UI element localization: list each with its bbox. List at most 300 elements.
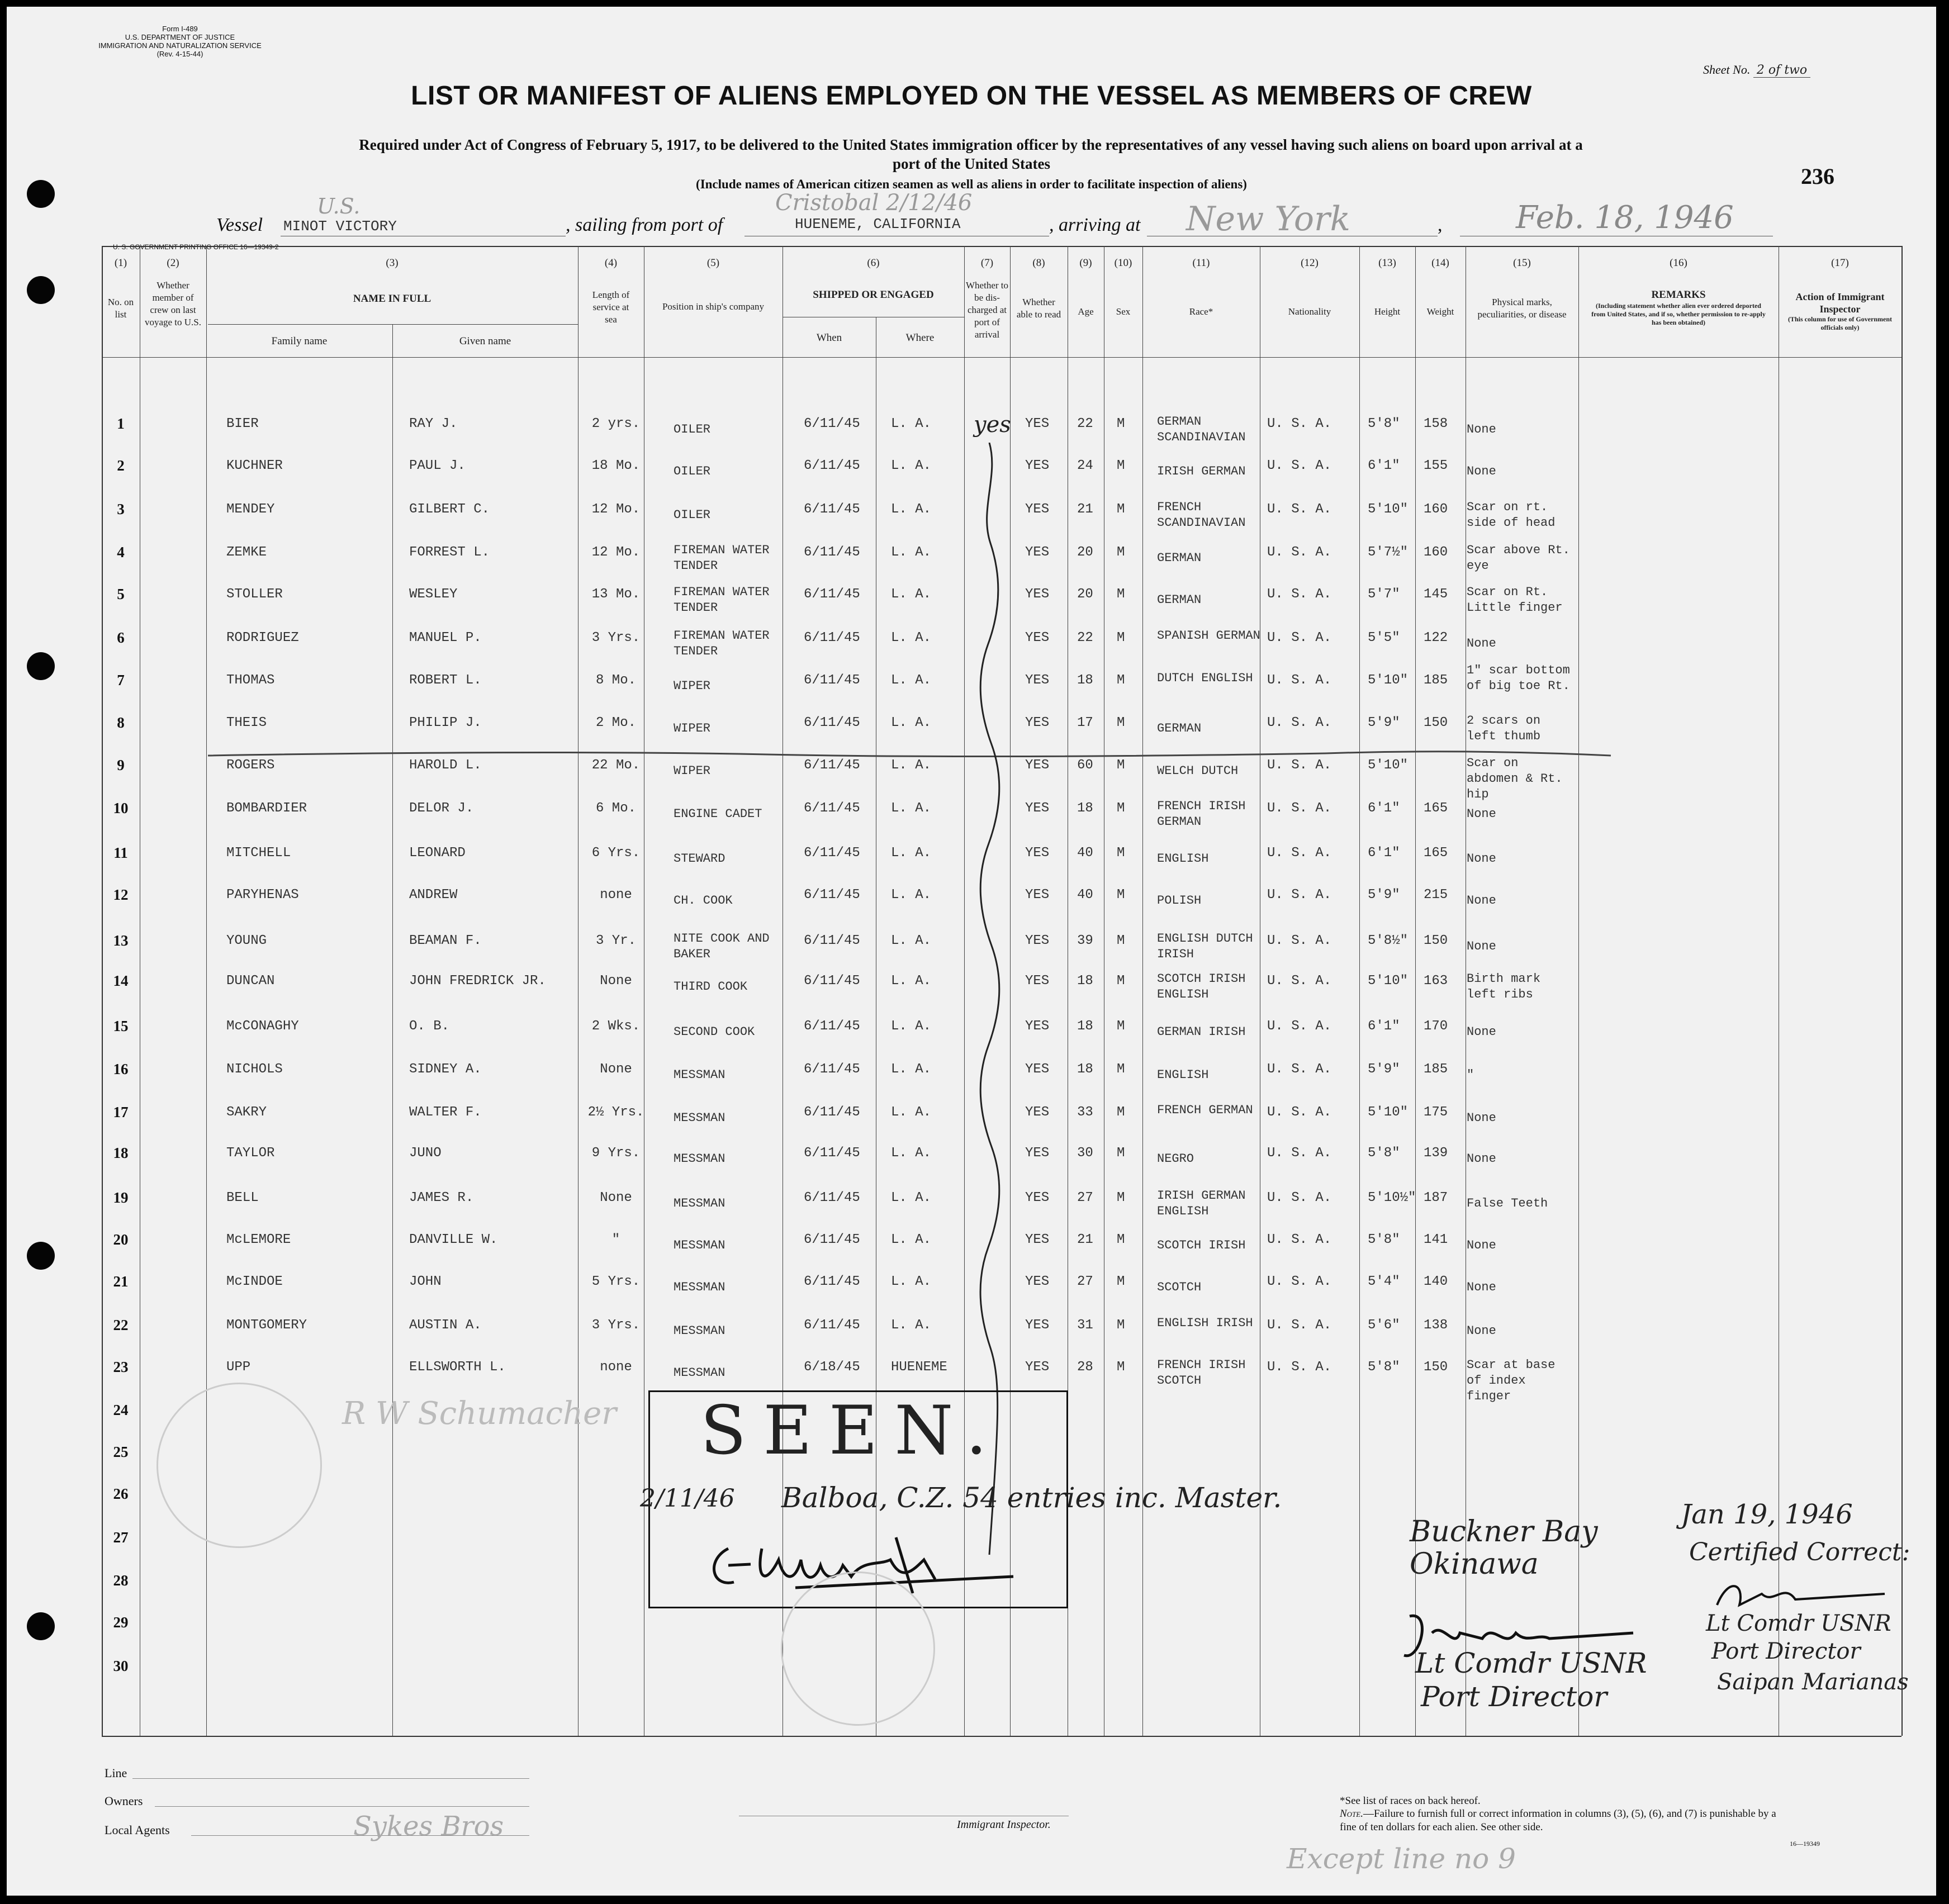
cell-service: 2 yrs. (591, 416, 641, 431)
cell-nationality: U. S. A. (1267, 715, 1332, 730)
punch-hole (27, 276, 55, 304)
cell-marks: None (1467, 894, 1496, 908)
officer-title: Port Director (1421, 1680, 1607, 1713)
cell-service: " (611, 1232, 620, 1247)
cell-service: 5 Yrs. (591, 1274, 641, 1289)
cell-family: ROGERS (226, 758, 275, 773)
row-number: 6 (117, 629, 125, 646)
footer-line-field (132, 1778, 529, 1779)
cell-race: SCOTCH IRISH ENGLISH (1157, 972, 1246, 1001)
cell-when: 6/11/45 (804, 416, 860, 431)
cell-given: FORREST L. (409, 545, 490, 560)
cell-family: McLEMORE (226, 1232, 291, 1247)
col-num: (8) (1032, 257, 1045, 269)
cell-position: MESSMAN (674, 1280, 725, 1294)
cell-sex: M (1117, 1019, 1125, 1034)
cell-marks: Scar on abdomen & Rt. hip (1467, 756, 1563, 801)
cell-when: 6/11/45 (804, 715, 860, 730)
cell-weight: 150 (1424, 933, 1448, 948)
cell-family: SAKRY (226, 1105, 267, 1120)
cell-given: JAMES R. (409, 1190, 474, 1205)
cell-sex: M (1117, 630, 1125, 645)
cell-when: 6/11/45 (804, 673, 860, 688)
cell-weight: 185 (1424, 1062, 1448, 1077)
cell-weight: 138 (1424, 1318, 1448, 1333)
col-header-race: Race* (1189, 306, 1213, 317)
col-num: (3) (386, 257, 399, 269)
name-subheader-line (208, 324, 578, 325)
cell-race: ENGLISH (1157, 1068, 1209, 1082)
sheet-label: Sheet No. (1703, 63, 1751, 77)
seen-text: SEEN. (700, 1392, 1004, 1470)
cell-when: 6/11/45 (804, 1190, 860, 1205)
row-number: 27 (113, 1529, 129, 1546)
right-title: Port Director (1711, 1639, 1861, 1664)
col-num: (9) (1079, 257, 1092, 269)
cell-position: NITE COOK AND BAKER (674, 932, 770, 961)
page-number: 236 (1801, 164, 1834, 189)
cell-where: L. A. (891, 1062, 932, 1077)
cell-sex: M (1117, 1062, 1125, 1077)
cell-marks: None (1467, 1324, 1496, 1338)
cell-when: 6/11/45 (804, 587, 860, 602)
cell-marks: None (1467, 1238, 1496, 1252)
cell-position: MESSMAN (674, 1196, 725, 1210)
cell-race: FRENCH IRISH SCOTCH (1157, 1358, 1246, 1388)
cell-read: YES (1025, 715, 1050, 730)
cell-position: WIPER (674, 679, 711, 693)
row-number: 22 (113, 1317, 129, 1333)
row-9-strikethrough (208, 733, 1616, 767)
cell-age: 20 (1077, 545, 1093, 560)
cell-age: 17 (1077, 715, 1093, 730)
cell-marks: None (1467, 1025, 1496, 1039)
cell-sex: M (1117, 801, 1125, 816)
col-header-nationality: Nationality (1288, 306, 1331, 317)
row-number: 18 (113, 1145, 129, 1161)
cell-race: ENGLISH IRISH (1157, 1316, 1253, 1330)
right-certified: Certified Correct: (1689, 1538, 1910, 1566)
cell-nationality: U. S. A. (1267, 630, 1332, 645)
row-number: 4 (117, 544, 125, 561)
cell-given: ANDREW (409, 887, 458, 903)
cell-given: JOHN (409, 1274, 442, 1289)
cell-read: YES (1025, 1318, 1050, 1333)
row-number: 28 (113, 1572, 129, 1589)
cell-read: YES (1025, 545, 1050, 560)
form-service: IMMIGRATION AND NATURALIZATION SERVICE (98, 41, 262, 50)
inspector-label: Immigrant Inspector. (957, 1818, 1051, 1831)
cell-given: SIDNEY A. (409, 1062, 482, 1077)
cell-position: THIRD COOK (674, 980, 748, 994)
cell-weight: 145 (1424, 587, 1448, 602)
row-number: 19 (113, 1189, 129, 1206)
cell-marks: None (1467, 852, 1496, 866)
cell-marks: Scar on rt. side of head (1467, 500, 1556, 530)
cell-given: DELOR J. (409, 801, 474, 816)
cell-where: L. A. (891, 974, 932, 989)
cell-service: 3 Yr. (595, 933, 636, 948)
cell-marks: Scar above Rt. eye (1467, 543, 1570, 573)
cell-age: 22 (1077, 630, 1093, 645)
cell-sex: M (1117, 502, 1125, 517)
col-header-action: Action of Immigrant Inspector (1795, 291, 1885, 315)
cell-read: YES (1025, 1146, 1050, 1161)
row-number: 8 (117, 714, 125, 731)
cell-age: 60 (1077, 758, 1093, 773)
cell-service: 12 Mo. (591, 502, 641, 517)
cell-marks: None (1467, 637, 1496, 651)
col-header-shipped: SHIPPED OR ENGAGED (813, 289, 934, 301)
races-note: *See list of races on back hereof. (1340, 1795, 1481, 1807)
cell-nationality: U. S. A. (1267, 458, 1332, 473)
sheet-value: 2 of two (1753, 63, 1810, 78)
cell-service: 2 Mo. (595, 715, 636, 730)
cell-weight: 139 (1424, 1146, 1448, 1161)
cell-age: 21 (1077, 502, 1093, 517)
cell-given: O. B. (409, 1019, 450, 1034)
cell-position: MESSMAN (674, 1324, 725, 1338)
cell-sex: M (1117, 1105, 1125, 1120)
cell-nationality: U. S. A. (1267, 502, 1332, 517)
cell-race: SPANISH GERMAN (1157, 629, 1260, 643)
col-header-given-name: Given name (459, 335, 511, 347)
cell-marks: None (1467, 464, 1496, 478)
cell-when: 6/11/45 (804, 1146, 860, 1161)
cell-family: STOLLER (226, 587, 283, 602)
cell-sex: M (1117, 1190, 1125, 1205)
cell-family: BOMBARDIER (226, 801, 307, 816)
col-num: (2) (167, 257, 179, 269)
cell-nationality: U. S. A. (1267, 416, 1332, 431)
cell-when: 6/11/45 (804, 933, 860, 948)
cell-where: L. A. (891, 1232, 932, 1247)
cell-marks: False Teeth (1467, 1196, 1548, 1210)
cell-nationality: U. S. A. (1267, 846, 1332, 861)
cell-age: 18 (1077, 1062, 1093, 1077)
except-line-note: Except line no 9 (1287, 1843, 1516, 1875)
cell-marks: None (1467, 422, 1496, 436)
cell-read: YES (1025, 1062, 1050, 1077)
vessel-name: MINOT VICTORY (283, 218, 397, 235)
row-number: 13 (113, 932, 129, 949)
row-number: 1 (117, 415, 125, 432)
cell-when: 6/18/45 (804, 1360, 860, 1375)
cell-when: 6/11/45 (804, 1062, 860, 1077)
row-number: 11 (113, 844, 128, 861)
col-header-where: Where (905, 332, 935, 344)
cell-sex: M (1117, 1274, 1125, 1289)
cell-sex: M (1117, 715, 1125, 730)
footer-owners-label: Owners (105, 1794, 143, 1808)
cell-age: 31 (1077, 1318, 1093, 1333)
cell-nationality: U. S. A. (1267, 1232, 1332, 1247)
left-signature: R W Schumacher (342, 1395, 617, 1432)
cell-where: L. A. (891, 1019, 932, 1034)
cell-race: WELCH DUTCH (1157, 764, 1239, 778)
cell-service: 6 Mo. (595, 801, 636, 816)
required-line-2: port of the United States (893, 155, 1050, 172)
col-header-discharged: Whether to be dis-charged at port of arrival (966, 280, 1008, 340)
form-rev: (Rev. 4-15-44) (157, 50, 203, 58)
cell-position: OILER (674, 508, 711, 522)
cell-where: L. A. (891, 933, 932, 948)
punch-hole (27, 1612, 55, 1640)
cell-weight: 160 (1424, 545, 1448, 560)
cell-sex: M (1117, 1318, 1125, 1333)
cell-given: GILBERT C. (409, 502, 490, 517)
cell-given: WALTER F. (409, 1105, 482, 1120)
cell-weight: 165 (1424, 846, 1448, 861)
cell-service: None (600, 974, 632, 989)
seal-left (157, 1383, 322, 1548)
cell-read: YES (1025, 1105, 1050, 1120)
cell-marks: None (1467, 807, 1496, 821)
cell-marks: Scar at base of index finger (1467, 1358, 1556, 1403)
cell-race: GERMAN (1157, 551, 1202, 565)
arrival-date: Feb. 18, 1946 (1516, 200, 1734, 236)
cell-marks: None (1467, 1111, 1496, 1125)
vessel-label: Vessel (216, 215, 263, 235)
row-number: 21 (113, 1273, 129, 1290)
cell-weight: 165 (1424, 801, 1448, 816)
cell-given: WESLEY (409, 587, 458, 602)
right-date: Jan 19, 1946 (1681, 1499, 1853, 1530)
cell-where: L. A. (891, 673, 932, 688)
cell-where: HUENEME (891, 1360, 947, 1375)
cell-when: 6/11/45 (804, 1274, 860, 1289)
col-num: (16) (1670, 257, 1687, 269)
cell-height: 5'9" (1368, 715, 1400, 730)
sailing-label: , sailing from port of (566, 215, 723, 235)
agents-signature: Sykes Bros (353, 1811, 504, 1842)
cell-given: MANUEL P. (409, 630, 482, 645)
sheet-number (1703, 63, 1810, 77)
cell-service: None (600, 1062, 632, 1077)
cell-given: PAUL J. (409, 458, 466, 473)
row-number: 26 (113, 1485, 129, 1502)
cell-position: MESSMAN (674, 1111, 725, 1125)
cell-where: L. A. (891, 1318, 932, 1333)
cell-age: 18 (1077, 974, 1093, 989)
cell-position: ENGINE CADET (674, 807, 762, 821)
cell-weight: 170 (1424, 1019, 1448, 1034)
cell-weight: 141 (1424, 1232, 1448, 1247)
cell-marks: None (1467, 939, 1496, 953)
cell-height: 5'10" (1368, 1105, 1409, 1120)
cell-service: 22 Mo. (591, 758, 641, 773)
col-header-crew-last-voyage: Whether member of crew on last voyage to U.S. (144, 280, 202, 327)
cell-service: 2 Wks. (591, 1019, 641, 1034)
cell-sex: M (1117, 974, 1125, 989)
bottom-code: 16—19349 (1790, 1840, 1820, 1848)
cell-marks: Scar on Rt. Little finger (1467, 585, 1563, 615)
row-number: 14 (113, 972, 129, 989)
penalty-note (1340, 1807, 1787, 1834)
cell-sex: M (1117, 1232, 1125, 1247)
cell-read: YES (1025, 1360, 1050, 1375)
cell-sex: M (1117, 545, 1125, 560)
cell-family: RODRIGUEZ (226, 630, 299, 645)
cell-marks: " (1467, 1068, 1474, 1082)
col-divider (1578, 246, 1579, 1736)
col-header-no: No. on list (107, 297, 134, 320)
cell-age: 40 (1077, 887, 1093, 903)
cell-nationality: U. S. A. (1267, 887, 1332, 903)
cell-where: L. A. (891, 587, 932, 602)
col-num: (7) (980, 257, 994, 269)
cell-family: BIER (226, 416, 259, 431)
cell-given: HAROLD L. (409, 758, 482, 773)
right-signature (1706, 1571, 1896, 1616)
cell-service: 2½ Yrs. (587, 1105, 644, 1120)
cell-read: YES (1025, 758, 1050, 773)
punch-hole (27, 1242, 55, 1270)
col-header-when: When (816, 332, 842, 344)
cell-when: 6/11/45 (804, 1232, 860, 1247)
cell-when: 6/11/45 (804, 758, 860, 773)
cell-race: FRENCH IRISH GERMAN (1157, 799, 1246, 829)
cell-race: NEGRO (1157, 1152, 1194, 1166)
cell-age: 20 (1077, 587, 1093, 602)
col-header-able-read: Whether able to read (1016, 297, 1061, 320)
col-num: (1) (114, 257, 127, 269)
cell-position: FIREMAN WATER TENDER (674, 543, 770, 573)
form-dept: U.S. DEPARTMENT OF JUSTICE (125, 33, 235, 41)
row-number: 2 (117, 457, 125, 474)
form-id-block (96, 25, 264, 58)
cell-read: YES (1025, 630, 1050, 645)
cell-when: 6/11/45 (804, 846, 860, 861)
cell-sex: M (1117, 458, 1125, 473)
cell-weight: 160 (1424, 502, 1448, 517)
cell-age: 27 (1077, 1190, 1093, 1205)
cell-race: GERMAN SCANDINAVIAN (1157, 415, 1246, 444)
cell-where: L. A. (891, 715, 932, 730)
right-rank: Lt Comdr USNR (1706, 1611, 1891, 1636)
cell-weight: 163 (1424, 974, 1448, 989)
table-left-border (102, 246, 103, 1736)
col-header-name: NAME IN FULL (353, 293, 431, 305)
col-divider (392, 324, 393, 1736)
cell-position: SECOND COOK (674, 1025, 755, 1039)
cell-position: MESSMAN (674, 1068, 725, 1082)
col-num: (12) (1301, 257, 1319, 269)
cell-marks: None (1467, 1152, 1496, 1166)
cell-age: 30 (1077, 1146, 1093, 1161)
note-label: Note. (1340, 1808, 1363, 1820)
cell-nationality: U. S. A. (1267, 1062, 1332, 1077)
cell-read: YES (1025, 1019, 1050, 1034)
col-num: (17) (1831, 257, 1849, 269)
cell-service: 13 Mo. (591, 587, 641, 602)
cell-family: MONTGOMERY (226, 1318, 307, 1333)
cell-height: 5'10" (1368, 758, 1409, 773)
row-number: 12 (113, 886, 129, 903)
cell-where: L. A. (891, 1146, 932, 1161)
cell-sex: M (1117, 1360, 1125, 1375)
cell-race: ENGLISH DUTCH IRISH (1157, 932, 1253, 961)
cell-where: L. A. (891, 416, 932, 431)
cell-read: YES (1025, 587, 1050, 602)
cell-read: YES (1025, 1190, 1050, 1205)
cell-position: OILER (674, 464, 711, 478)
cell-family: MITCHELL (226, 846, 291, 861)
cell-weight: 155 (1424, 458, 1448, 473)
cell-service: 18 Mo. (591, 458, 641, 473)
cell-service: 6 Yrs. (591, 846, 641, 861)
cell-read: YES (1025, 502, 1050, 517)
cell-nationality: U. S. A. (1267, 1190, 1332, 1205)
cell-race: IRISH GERMAN (1157, 464, 1246, 478)
cell-position: WIPER (674, 764, 711, 778)
cell-when: 6/11/45 (804, 1318, 860, 1333)
cell-read: YES (1025, 416, 1050, 431)
row-number: 23 (113, 1359, 129, 1375)
cell-age: 18 (1077, 801, 1093, 816)
note-text: —Failure to furnish full or correct information in columns (3), (5), (6), and (7) is punishable by a fine of ten dollars for each alien. See other side. (1340, 1808, 1776, 1833)
row-number: 7 (117, 672, 125, 689)
cell-nationality: U. S. A. (1267, 1019, 1332, 1034)
row-number: 25 (113, 1444, 129, 1460)
cell-age: 21 (1077, 1232, 1093, 1247)
cell-marks: 1" scar bottom of big toe Rt. (1467, 663, 1570, 693)
cell-nationality: U. S. A. (1267, 1105, 1332, 1120)
col-num: (6) (867, 257, 880, 269)
col-header-family-name: Family name (271, 335, 328, 347)
cell-when: 6/11/45 (804, 545, 860, 560)
cell-family: KUCHNER (226, 458, 283, 473)
row-number: 16 (113, 1061, 129, 1077)
cell-height: 6'1" (1368, 458, 1400, 473)
cell-race: GERMAN (1157, 721, 1202, 735)
cell-height: 5'8" (1368, 1146, 1400, 1161)
cell-read: YES (1025, 801, 1050, 816)
cell-weight: 175 (1424, 1105, 1448, 1120)
cell-given: DANVILLE W. (409, 1232, 498, 1247)
footer-owners-field (155, 1806, 529, 1807)
col-header-sex: Sex (1116, 306, 1131, 317)
cell-service: 9 Yrs. (591, 1146, 641, 1161)
officer-rank: Lt Comdr USNR (1415, 1647, 1647, 1679)
cell-family: TAYLOR (226, 1146, 275, 1161)
row-number: 30 (113, 1658, 129, 1674)
row-number: 3 (117, 501, 125, 517)
cell-when: 6/11/45 (804, 887, 860, 903)
cell-race: SCOTCH (1157, 1280, 1202, 1294)
cell-height: 6'1" (1368, 846, 1400, 861)
cell-age: 24 (1077, 458, 1093, 473)
row-number: 15 (113, 1018, 129, 1034)
cell-nationality: U. S. A. (1267, 1318, 1332, 1333)
cell-height: 5'10" (1368, 673, 1409, 688)
footer-agents-label: Local Agents (105, 1823, 170, 1837)
cell-position: FIREMAN WATER TENDER (674, 585, 770, 615)
row-number: 5 (117, 586, 125, 602)
footer-line-label: Line (105, 1766, 127, 1780)
seal-center (781, 1571, 935, 1726)
col-header-action-sub: (This column for use of Government officials only) (1787, 315, 1893, 331)
cell-height: 5'10" (1368, 974, 1409, 989)
header-bottom-border (102, 357, 1901, 358)
cell-race: POLISH (1157, 894, 1202, 908)
cell-where: L. A. (891, 1190, 932, 1205)
cell-height: 5'9" (1368, 887, 1400, 903)
cell-where: L. A. (891, 846, 932, 861)
cell-read: YES (1025, 1274, 1050, 1289)
cell-height: 5'8" (1368, 1232, 1400, 1247)
cell-when: 6/11/45 (804, 458, 860, 473)
